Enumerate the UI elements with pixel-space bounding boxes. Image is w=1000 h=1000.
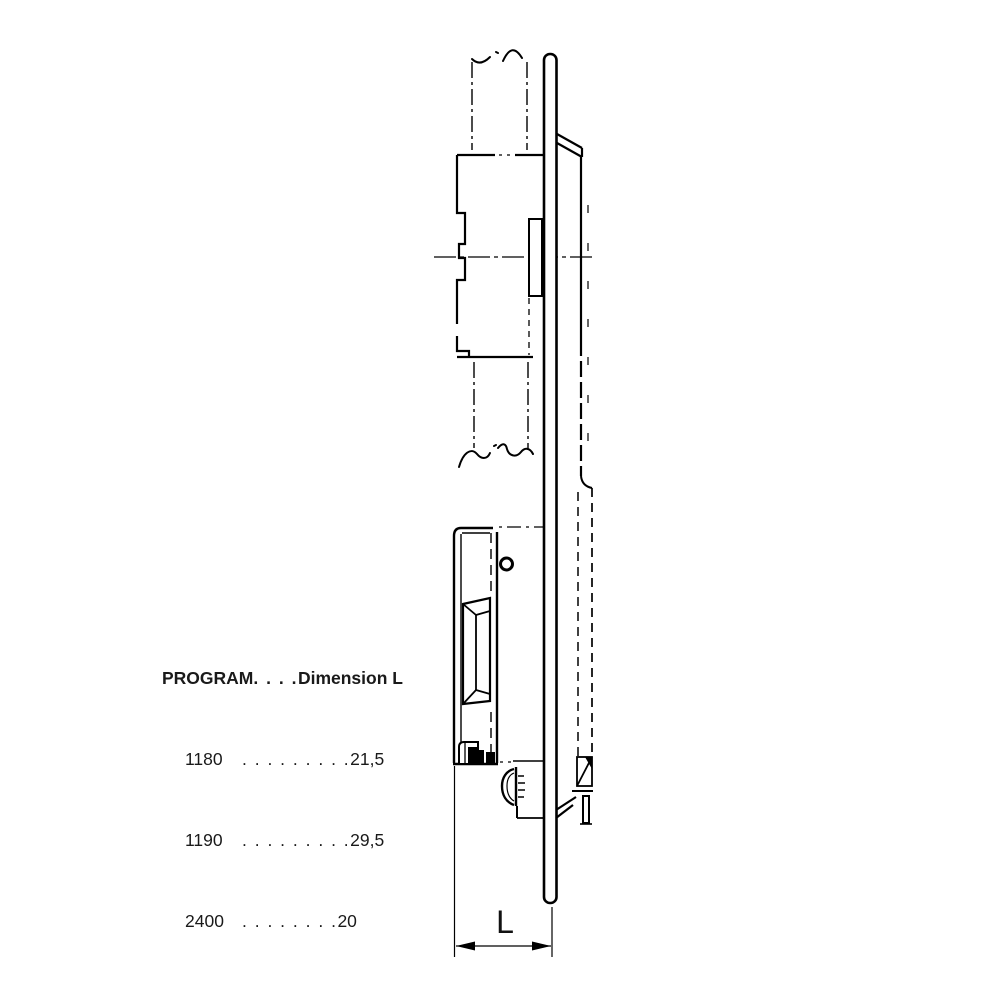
spindle-boss [463,598,490,704]
break-line-top [472,50,522,62]
door-profile-phantom [459,50,533,467]
program-number: 1180 [185,749,223,769]
faceplate [544,54,557,903]
table-row [162,908,403,935]
hidden-lock-body [572,205,593,791]
frame-flange [557,134,592,488]
program-number: 2400 [185,911,224,931]
strike-box [529,219,542,296]
header-program-label: PROGRAM [162,668,254,688]
dimension-value: 29,5 [350,830,385,850]
table-header [162,665,403,692]
case-foot [459,742,495,763]
program-table [162,611,403,989]
keeper-pin [583,796,589,823]
table-row [162,746,403,773]
fixing-screw [501,558,513,570]
dimension-value: 20 [337,911,357,931]
program-number: 1190 [185,830,223,850]
lock-case [453,527,544,764]
dimension-label: L [496,904,514,940]
dimension-value: 21,5 [350,749,385,769]
arrow-right-icon [532,942,551,951]
header-leader-dots: . . . . [253,668,298,688]
leader-dots: . . . . . . . . [242,911,338,931]
header-dimension-label: Dimension L [297,668,403,688]
table-row [162,827,403,854]
arrow-left-icon [456,942,475,951]
leader-dots: . . . . . . . . . [242,830,351,850]
leader-dots: . . . . . . . . . [242,749,351,769]
keeper-bracket [556,796,592,824]
lower-fixing [502,767,544,818]
mortise-pocket [457,155,544,357]
break-line-middle [459,444,533,467]
